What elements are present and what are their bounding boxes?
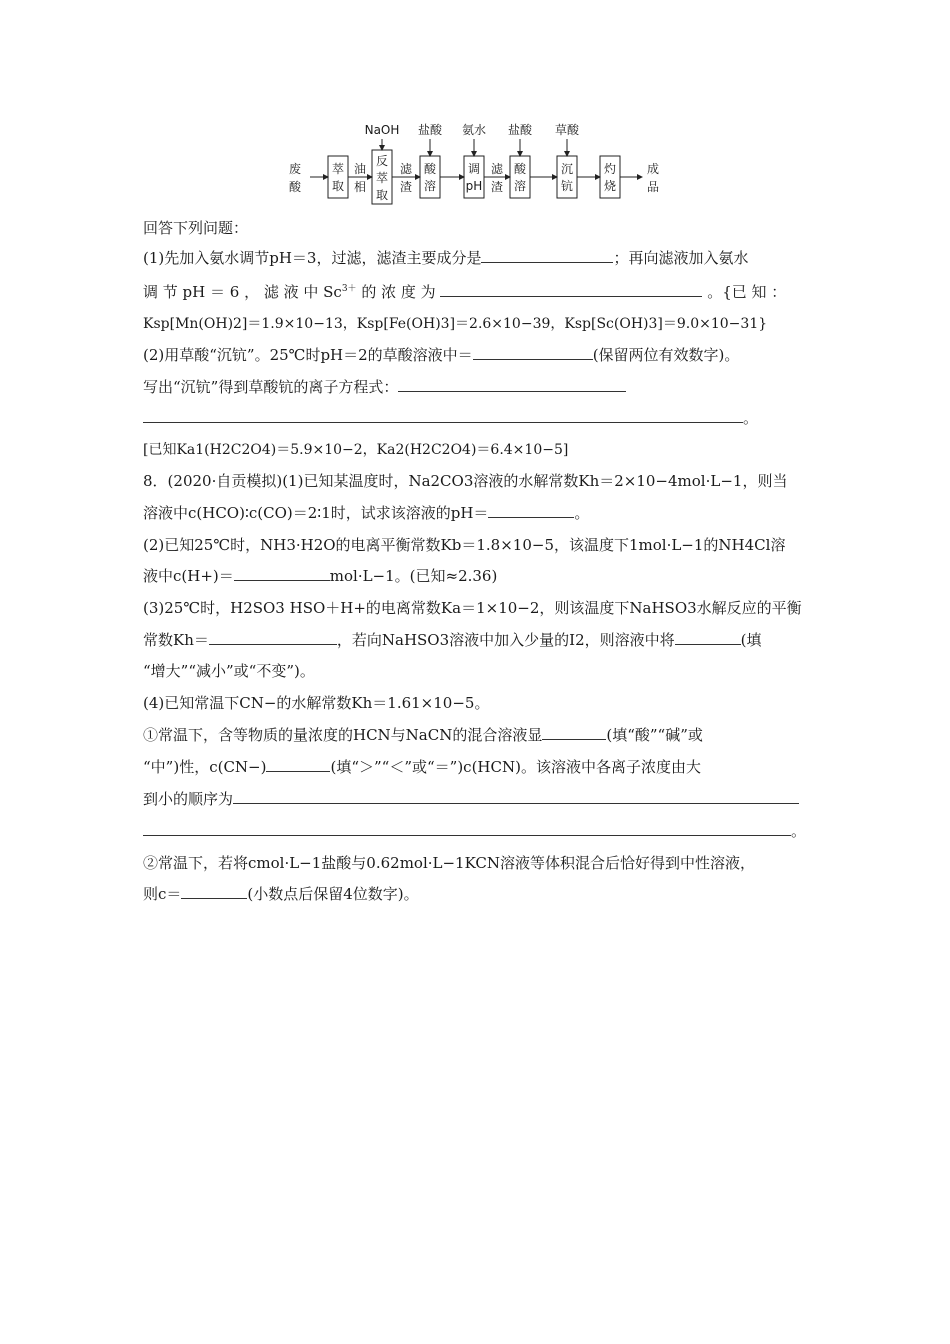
end-label: 成: [646, 162, 660, 176]
q8-4-1-order-prompt: 到小的顺序为: [143, 790, 234, 808]
q8-1-text: 溶液中c(HCO)∶c(CO)＝2∶1时，试求该溶液的pH＝: [143, 504, 489, 522]
text-line-19: [143, 789, 813, 809]
answer-blank-comparison[interactable]: [266, 757, 330, 772]
text-line-20: [143, 821, 813, 841]
text-line-16: (4)已知常温下CN−的水解常数Kh＝1.61×10−5。: [143, 694, 490, 712]
text-line-15: “增大”“减小”或“不变”)。: [143, 662, 315, 680]
text-line-14: [143, 630, 813, 650]
arrow-label-1: 滤: [399, 162, 413, 176]
text-line-5: [143, 345, 813, 365]
box-label-6: 灼: [603, 162, 617, 176]
answer-blank-sc-concentration[interactable]: [440, 282, 702, 297]
text-line-7: [143, 408, 813, 428]
answer-blank-ion-order[interactable]: [233, 789, 799, 804]
sc-charge: 3＋: [341, 284, 357, 294]
input-label-2: 氨水: [461, 123, 487, 137]
answer-blank-ion-order-cont[interactable]: [143, 821, 791, 836]
q2-equation-prompt: 写出“沉钪”得到草酸钪的离子方程式：: [143, 378, 399, 396]
text-line-4: Ksp[Mn(OH)2]＝1.9×10−13，Ksp[Fe(OH)3]＝2.6×10−39，Ksp[Sc(OH)3]＝9.0×10−31}: [143, 316, 768, 332]
answer-blank-c-value[interactable]: [181, 884, 247, 899]
text-line-1: 回答下列问题：: [143, 219, 249, 237]
q8-4-1-fill: (填“酸”“碱”或: [606, 726, 703, 744]
input-label-1: 盐酸: [417, 123, 443, 137]
q8-4-2-text: 则c＝: [143, 885, 182, 903]
start-label: 废: [288, 162, 302, 176]
end-label: 品: [646, 180, 660, 194]
q8-3-text: 常数Kh＝: [143, 631, 209, 649]
answer-blank-ratio[interactable]: [473, 345, 593, 360]
box-label-1: 取: [375, 188, 389, 202]
q8-2-text-cont: mol·L−1。(已知≈2.36): [329, 567, 498, 585]
arrow-label-2: 渣: [490, 180, 504, 194]
input-label-3: 盐酸: [507, 123, 533, 137]
q2-text: (2)用草酸“沉钪”。25℃时pH＝2的草酸溶液中＝: [143, 346, 473, 364]
box-label-6: 烧: [603, 179, 617, 193]
arrow-label-2: 滤: [490, 162, 504, 176]
text-line-21: ②常温下，若将cmol·L−1盐酸与0.62mol·L−1KCN溶液等体积混合后恰好得到中性溶液，: [143, 854, 755, 872]
text-line-2: [143, 248, 813, 268]
text-line-11: (2)已知25℃时，NH3·H2O的电离平衡常数Kb＝1.8×10−5，该温度下1mol·L−1的NH4Cl溶: [143, 536, 786, 554]
period: 。: [574, 504, 590, 522]
box-label-5: 沉: [560, 162, 574, 176]
q8-4-2-text-cont: (小数点后保留4位数字)。: [247, 885, 419, 903]
arrow-label-1: 渣: [399, 180, 413, 194]
input-label-0: NaOH: [364, 123, 400, 137]
box-label-4: 酸: [513, 162, 527, 176]
period: 。: [743, 409, 759, 427]
text-line-8: [已知Ka1(H2C2O4)＝5.9×10−2，Ka2(H2C2O4)＝6.4×10−5]: [143, 442, 569, 458]
q1-line3-text-c: 。{已 知 ：: [707, 283, 787, 301]
input-label-4: 草酸: [554, 123, 580, 137]
box-label-2: 酸: [423, 162, 437, 176]
box-label-3: 调: [467, 162, 481, 176]
box-label-0: 取: [331, 179, 345, 193]
answer-blank-equation[interactable]: [398, 377, 626, 392]
text-line-13: (3)25℃时，H2SO3 HSO＋H+的电离常数Ka＝1×10−2，则该温度下NaHSO3水解反应的平衡: [143, 599, 802, 617]
box-label-5: 钪: [560, 179, 574, 193]
q8-4-1-text: ①常温下，含等物质的量浓度的HCN与NaCN的混合溶液显: [143, 726, 543, 744]
box-label-0: 萃: [331, 162, 345, 176]
text-line-18: [143, 757, 813, 777]
text-line-9: 8．(2020·自贡模拟)(1)已知某温度时，Na2CO3溶液的水解常数Kh＝2×10−4mol·L−1，则当: [143, 472, 788, 490]
q1-line3-text: 调 节 pH ＝ 6 ， 滤 液 中 Sc: [143, 283, 342, 301]
text-line-12: [143, 566, 813, 586]
q8-2-text: 液中c(H+)＝: [143, 567, 234, 585]
answer-blank-change[interactable]: [675, 630, 741, 645]
box-label-1: 萃: [375, 171, 389, 185]
arrow-label-0: 相: [353, 180, 367, 194]
answer-blank-acidity[interactable]: [542, 725, 606, 740]
process-flowchart: [270, 118, 670, 208]
q2-text-cont: (保留两位有效数字)。: [592, 346, 740, 364]
text-line-6: [143, 377, 813, 397]
answer-blank-kh[interactable]: [209, 630, 337, 645]
box-label-2: 溶: [423, 179, 437, 193]
text-line-3: [143, 282, 813, 302]
text-line-10: [143, 503, 813, 523]
q8-4-1-text-b: “中”)性，c(CN−): [143, 758, 267, 776]
text-line-17: [143, 725, 813, 745]
answer-blank-residue[interactable]: [481, 248, 613, 263]
q8-3-fill: (填: [740, 631, 762, 649]
flowchart-svg: [270, 118, 670, 208]
answer-blank-ph[interactable]: [488, 503, 574, 518]
box-label-1: 反: [375, 154, 389, 168]
start-label: 酸: [288, 180, 302, 194]
q8-4-1-text-c: (填“＞”“＜”或“＝”)c(HCN)。该溶液中各离子浓度由大: [330, 758, 701, 776]
answer-blank-equation-cont[interactable]: [143, 408, 743, 423]
period: 。: [791, 822, 807, 840]
q1-line3-text-b: 的 浓 度 为: [361, 283, 436, 301]
q1-text: (1)先加入氨水调节pH＝3，过滤，滤渣主要成分是: [143, 249, 482, 267]
text-line-22: [143, 884, 813, 904]
arrow-label-0: 油: [353, 162, 367, 176]
box-label-4: 溶: [513, 179, 527, 193]
q1-text-cont: ；再向滤液加入氨水: [613, 249, 749, 267]
answer-blank-h-concentration[interactable]: [234, 566, 330, 581]
q8-3-text-cont: ，若向NaHSO3溶液中加入少量的I2，则溶液中将: [336, 631, 675, 649]
box-label-3: pH: [465, 179, 483, 193]
